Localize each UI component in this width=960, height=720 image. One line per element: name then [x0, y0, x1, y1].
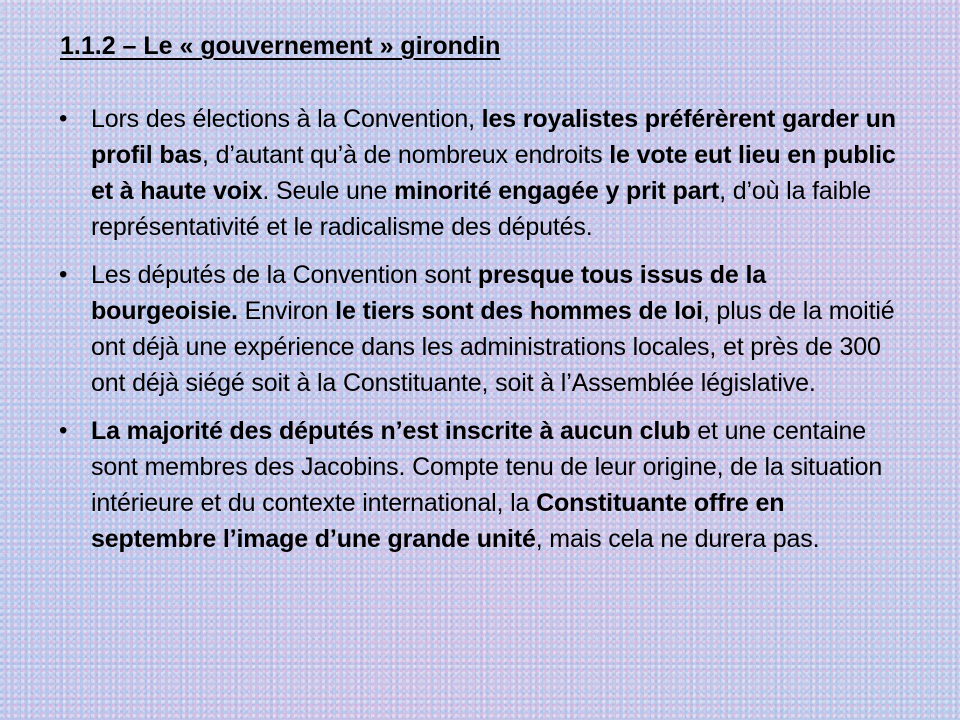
bullet-dot-icon: • [59, 261, 68, 288]
slide-title: 1.1.2 – Le « gouvernement » girondin [60, 32, 501, 60]
text-run: , plus de la moitié ont déjà une expérience dans les administrations locales, et près de 300 ont déjà siégé soit à la Constituante, soit à l’Assemblée législative. [91, 297, 895, 397]
text-run: Environ [237, 297, 336, 325]
text-run: Lors des élections à la Convention, [91, 105, 482, 133]
text-run: et une centaine sont membres des Jacobins. Compte tenu de leur origine, de la situation intérieure et du contexte international, la [91, 417, 883, 517]
bullet-dot-icon: • [59, 105, 68, 132]
text-run-bold: le tiers sont des hommes de loi [335, 297, 703, 325]
text-run: . Seule une [262, 177, 395, 205]
text-run-bold: minorité engagée y prit part [394, 177, 720, 205]
text-run: , d’où la faible représentativité et le radicalisme des députés. [91, 177, 871, 241]
text-run-bold: La majorité des députés n’est inscrite à aucun club [91, 417, 691, 445]
text-run-bold: les royalistes préférèrent garder un profil bas [91, 105, 896, 169]
bullet-dot-icon: • [59, 417, 68, 444]
text-run-bold: le vote eut lieu en public et à haute voix [91, 141, 896, 205]
text-run-bold: presque tous issus de la bourgeoisie. [91, 261, 767, 325]
bullet-item [59, 257, 910, 401]
text-run: Les députés de la Convention sont [91, 261, 478, 289]
text-run-bold: Constituante offre en septembre l’image d’une grande unité [91, 489, 785, 553]
bullet-item [59, 413, 910, 557]
text-run: , d’autant qu’à de nombreux endroits [202, 141, 610, 169]
bullet-list [59, 101, 910, 557]
text-run: , mais cela ne durera pas. [535, 525, 820, 553]
bullet-text [91, 261, 895, 397]
bullet-text [91, 105, 896, 241]
bullet-text [91, 417, 882, 553]
bullet-item [59, 101, 910, 245]
